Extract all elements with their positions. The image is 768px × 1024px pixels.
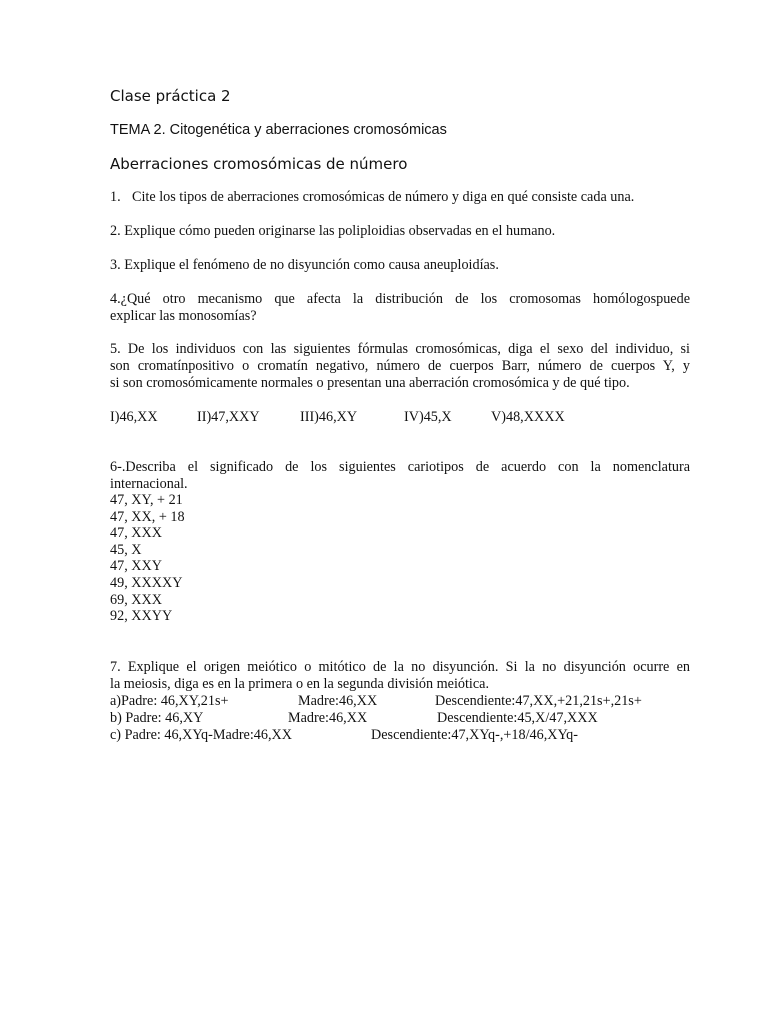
section-title: Aberraciones cromosómicas de número xyxy=(110,155,408,173)
case-b-offspring: Descendiente:45,X/47,XXX xyxy=(437,710,598,726)
formula-option: III)46,XY xyxy=(300,409,358,425)
karyotype-list xyxy=(110,492,185,625)
class-title: Clase práctica 2 xyxy=(110,87,231,105)
question-6-line-1: 6-.Describa el significado de los siguientes cariotipos de acuerdo con la nomenclatura xyxy=(110,459,690,475)
question-4-line-2: explicar las monosomías? xyxy=(110,308,257,324)
question-1-text: Cite los tipos de aberraciones cromosómicas de número y diga en qué consiste cada una. xyxy=(132,189,635,205)
case-c-offspring: Descendiente:47,XYq-,+18/46,XYq- xyxy=(371,727,578,743)
case-a-mother: Madre:46,XX xyxy=(298,693,378,709)
question-7-line-2: la meiosis, diga es en la primera o en la segunda división meiótica. xyxy=(110,676,490,692)
question-2: 2. Explique cómo pueden originarse las poliploidias observadas en el humano. xyxy=(110,223,556,239)
question-5 xyxy=(110,341,690,392)
karyotype-item: 69, XXX xyxy=(110,591,163,608)
karyotype-item: 47, XXY xyxy=(110,558,163,575)
formula-option: V)48,XXXX xyxy=(491,409,565,425)
question-5-line-2: son cromatínpositivo o cromatín negativo, número de cuerpos Barr, número de cuerpos Y, y xyxy=(110,358,690,374)
question-1 xyxy=(110,189,690,206)
karyotype-item: 45, X xyxy=(110,541,142,558)
question-4 xyxy=(110,291,690,325)
question-5-line-3: si son cromosómicamente normales o presentan una aberración cromosómica y de qué tipo. xyxy=(110,375,630,391)
case-a-offspring: Descendiente:47,XX,+21,21s+,21s+ xyxy=(435,693,642,709)
karyotype-item: 49, XXXXY xyxy=(110,574,183,591)
formula-option: II)47,XXY xyxy=(197,409,260,425)
karyotype-item: 92, XXYY xyxy=(110,608,173,625)
topic-title: TEMA 2. Citogenética y aberraciones cromosómicas xyxy=(110,122,447,138)
question-7 xyxy=(110,659,690,693)
case-a-father: a)Padre: 46,XY,21s+ xyxy=(110,693,229,709)
karyotype-item: 47, XY, + 21 xyxy=(110,492,183,508)
question-3: 3. Explique el fenómeno de no disyunción como causa aneuploidías. xyxy=(110,257,499,273)
case-c-parents: c) Padre: 46,XYq-Madre:46,XX xyxy=(110,727,293,743)
formula-option: IV)45,X xyxy=(404,409,452,425)
question-1-number: 1. xyxy=(110,189,121,205)
karyotype-item: 47, XX, + 18 xyxy=(110,508,185,525)
karyotype-item: 47, XXX xyxy=(110,525,163,542)
question-6-line-2: internacional. xyxy=(110,476,188,492)
question-5-line-1: 5. De los individuos con las siguientes fórmulas cromosómicas, diga el sexo del individuo, si xyxy=(110,341,690,357)
question-6 xyxy=(110,459,690,493)
case-b-father: b) Padre: 46,XY xyxy=(110,710,204,726)
question-7-line-1: 7. Explique el origen meiótico o mitótico de la no disyunción. Si la no disyunción ocurre en xyxy=(110,659,690,675)
case-b-mother: Madre:46,XX xyxy=(288,710,368,726)
case-b xyxy=(110,710,690,727)
case-c xyxy=(110,727,690,744)
question-5-formulas xyxy=(110,409,690,427)
formula-option: I)46,XX xyxy=(110,409,158,425)
case-a xyxy=(110,693,690,710)
question-4-line-1: 4.¿Qué otro mecanismo que afecta la distribución de los cromosomas homólogospuede xyxy=(110,291,690,307)
